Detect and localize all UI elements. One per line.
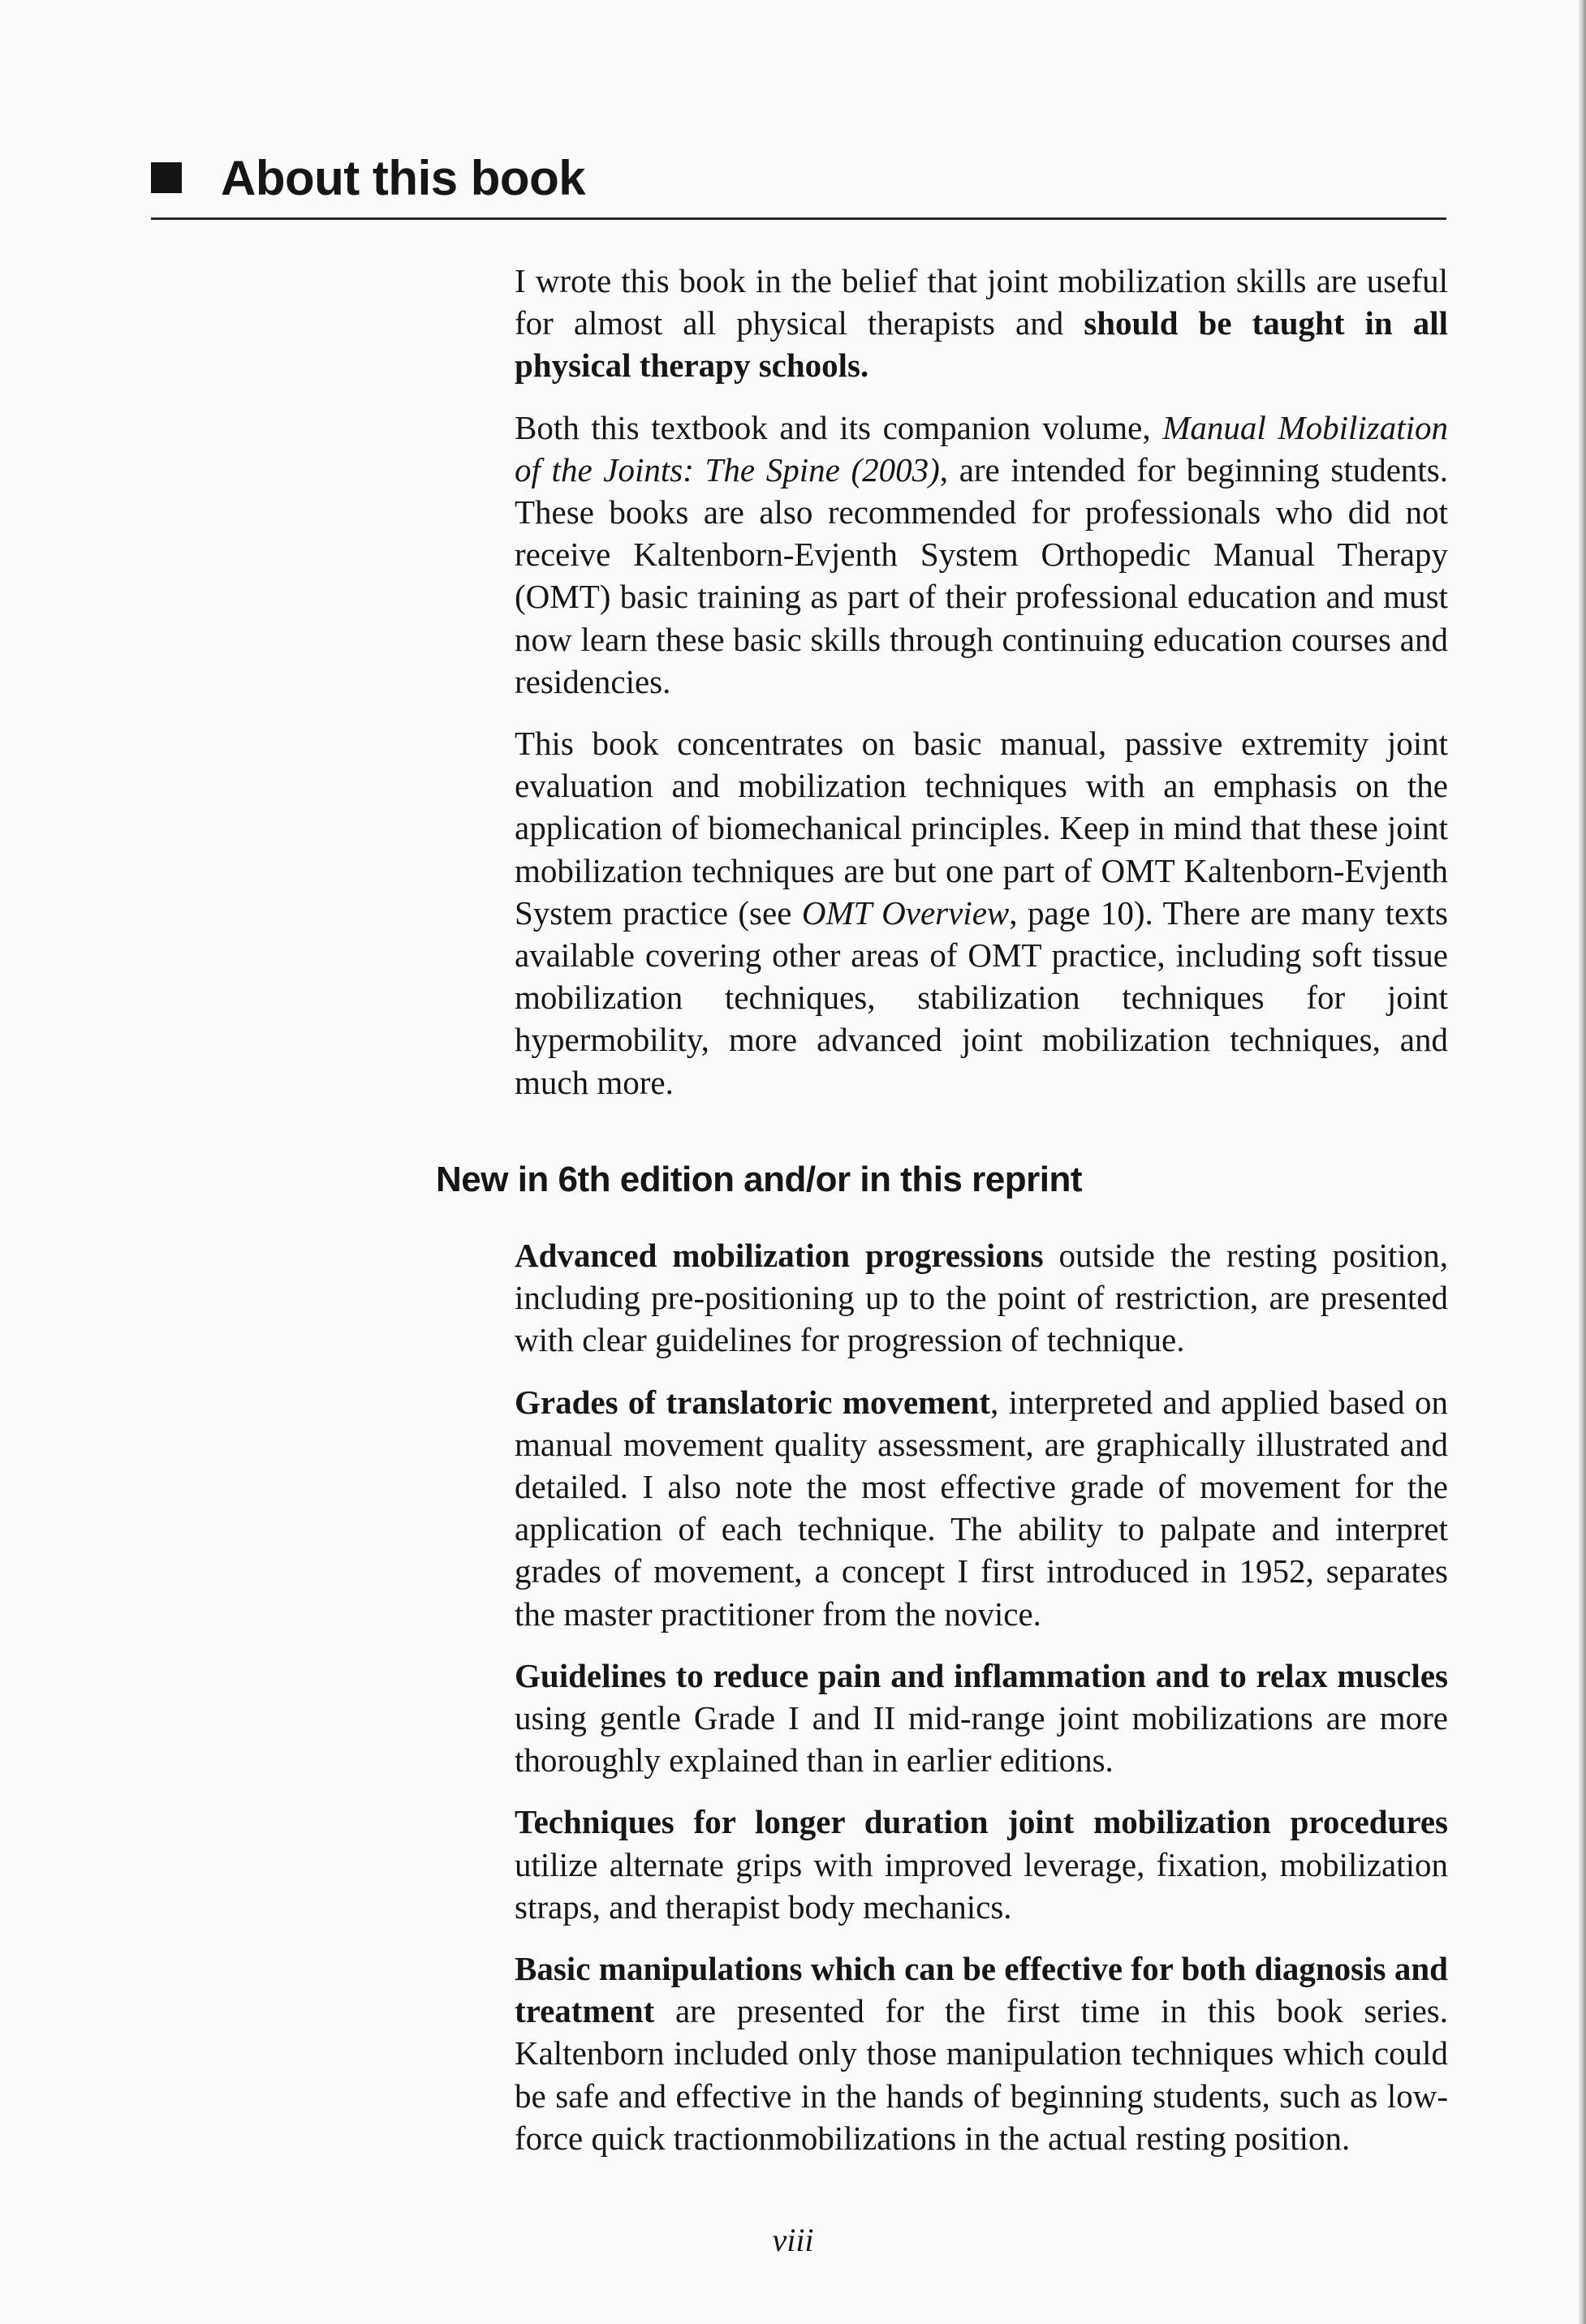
- new-edition-item: [515, 1801, 1448, 1928]
- new-edition-item-text: are presented for the first time in this book series. Kaltenborn included only those manipulation techniques which could be safe and effective in the hands of beginning students, such as low-force quick tractionmobilizations in the actual resting position.: [515, 1992, 1448, 2157]
- new-edition-item-text: outside the resting position, including pre-positioning up to the point of restriction, are presented with clear guidelines for progression of technique.: [515, 1237, 1448, 1359]
- scan-edge-shadow: [1578, 0, 1586, 2324]
- page-number: viii: [772, 2222, 814, 2258]
- new-edition-item-text: , interpreted and applied based on manual movement quality assessment, are graphically illustrated and detailed. I also note the most effective grade of movement for the application of each technique. The ability to palpate and interpret grades of movement, a concept I first introduced in 1952, separates the master practitioner from the novice.: [515, 1383, 1448, 1633]
- page-title: About this book: [221, 151, 586, 205]
- new-edition-heading: New in 6th edition and/or in this reprint: [436, 1160, 1082, 1199]
- new-edition-list: [515, 1234, 1448, 2179]
- new-edition-item-title: Basic manipulations which can be effective for both diagnosis and treatment: [515, 1950, 1448, 2030]
- intro-paragraph-3-end: , page 10). There are many texts available covering other areas of OMT practice, including soft tissue mobilization techniques, stabilization techniques for joint hypermobility, more advanced joint mobilization techniques, and much more.: [515, 893, 1448, 1101]
- intro-paragraph-1: [515, 260, 1448, 387]
- new-edition-item-text: utilize alternate grips with improved leverage, fixation, mobilization straps, and therapist body mechanics.: [515, 1845, 1448, 1926]
- intro-paragraph-2-end: , are intended for beginning students. These books are also recommended for professionals who did not receive Kaltenborn-Evjenth System Orthopedic Manual Therapy (OMT) basic training as part of their professional education and must now learn these basic skills through continuing education courses and residencies.: [515, 450, 1448, 700]
- intro-paragraph-2-start: Both this textbook and its companion volume,: [515, 408, 1163, 446]
- new-edition-item-title: Advanced mobilization progressions: [515, 1237, 1044, 1274]
- new-edition-item-title: Grades of translatoric movement: [515, 1383, 990, 1421]
- new-edition-item: [515, 1655, 1448, 1782]
- intro-paragraph-1-emphasis: should be taught in all physical therapy schools.: [515, 304, 1449, 385]
- companion-volume-title: Manual Mobilization of the Joints: The Spine (2003): [515, 408, 1448, 488]
- intro-paragraph-3-start: This book concentrates on basic manual, passive extremity joint evaluation and mobilization techniques with an emphasis on the application of biomechanical principles. Keep in mind that these joint mobilization techniques are but one part of OMT Kaltenborn-Evjenth System practice (see: [515, 725, 1448, 932]
- omt-overview-reference: OMT Overview: [801, 893, 1010, 932]
- new-edition-item: [515, 1234, 1448, 1362]
- header-square-bullet-icon: [151, 162, 182, 193]
- intro-paragraph-3: [515, 722, 1448, 1104]
- intro-paragraph-1-text: I wrote this book in the belief that joint mobilization skills are useful for almost all physical therapists and: [515, 262, 1448, 342]
- new-edition-item-title: Guidelines to reduce pain and inflammation and to relax muscles: [515, 1656, 1448, 1694]
- intro-paragraph-2: [515, 407, 1448, 703]
- new-edition-item: [515, 1381, 1448, 1635]
- intro-text: [515, 260, 1448, 1123]
- new-edition-item: [515, 1947, 1448, 2159]
- new-edition-item-text: using gentle Grade I and II mid-range joint mobilizations are more thoroughly explained than in earlier editions.: [515, 1699, 1448, 1780]
- new-edition-item-title: Techniques for longer duration joint mobilization procedures: [515, 1803, 1448, 1841]
- section-header: [151, 144, 1446, 220]
